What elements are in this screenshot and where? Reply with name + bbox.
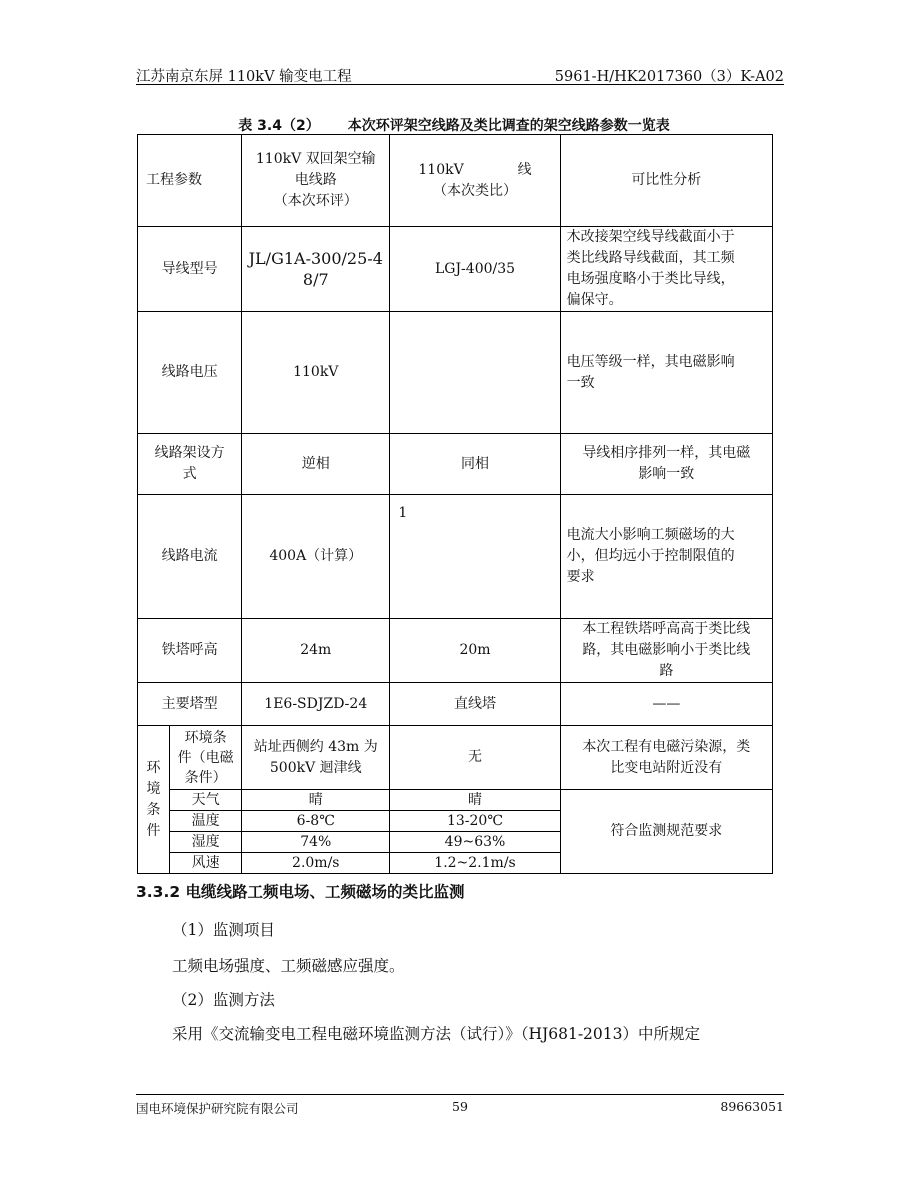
erection-this: 逆相 <box>242 434 390 495</box>
height-comparison: 20m <box>390 619 560 683</box>
row-erection <box>138 434 773 495</box>
env-em-label <box>170 726 242 790</box>
voltage-analysis-line1: 电压等级一样，其电磁影响 <box>566 353 735 370</box>
header-comparison <box>390 135 560 227</box>
header-param: 工程参数 <box>138 135 242 227</box>
row-conductor <box>138 227 773 312</box>
page-footer <box>136 1094 784 1117</box>
param-current: 线路电流 <box>138 495 242 619</box>
table-header-row <box>138 135 773 227</box>
para-monitoring-items-heading: （1）监测项目 <box>172 921 275 939</box>
header-project-title: 江苏南京东屏 110kV 输变电工程 <box>136 69 352 85</box>
height-analysis <box>560 619 772 683</box>
header-document-code: 5961-H/HK2017360（3）K-A02 <box>554 69 784 85</box>
voltage-analysis-line2: 一致 <box>566 374 595 391</box>
conductor-comparison: LGJ-400/35 <box>390 227 560 312</box>
env-humidity-label: 湿度 <box>170 832 242 853</box>
header-analysis: 可比性分析 <box>560 135 772 227</box>
header-comparison-line2: （本次类比） <box>433 182 517 199</box>
para-monitoring-method: 采用《交流输变电工程电磁环境监测方法（试行）》（HJ681-2013）中所规定 <box>172 1025 701 1043</box>
header-this-project <box>242 135 390 227</box>
param-voltage: 线路电压 <box>138 312 242 434</box>
env-em-label-line3: 条件） <box>184 769 227 786</box>
tower-analysis: —— <box>560 683 772 726</box>
conductor-analysis-line1: 木改接架空线导线截面小于 <box>566 229 735 245</box>
env-group-char2: 境 <box>146 780 161 797</box>
erection-analysis-line2: 影响一致 <box>638 466 695 482</box>
erection-comparison: 同相 <box>390 434 560 495</box>
voltage-analysis <box>560 312 772 434</box>
row-env-em <box>138 726 773 790</box>
table-title: 本次环评架空线路及类比调查的架空线路参数一览表 <box>347 118 670 134</box>
conductor-analysis-line4: 偏保守。 <box>566 292 623 308</box>
env-wind-this: 2.0m/s <box>242 853 390 874</box>
erection-analysis <box>560 434 772 495</box>
height-analysis-line2: 路，其电磁影响小于类比线 <box>582 642 751 658</box>
header-this-line1: 110kV 双回架空输 <box>255 151 376 167</box>
env-meteo-analysis: 符合监测规范要求 <box>560 790 772 874</box>
conductor-analysis <box>560 227 772 312</box>
footer-phone: 89663051 <box>720 1099 784 1114</box>
current-comparison: 1 <box>390 495 560 619</box>
footer-page-number: 59 <box>452 1099 468 1114</box>
height-analysis-line3: 路 <box>659 663 674 679</box>
param-erection-line1: 线路架设方 <box>154 445 225 461</box>
erection-analysis-line1: 导线相序排列一样，其电磁 <box>582 445 751 461</box>
header-this-line3: （本次环评） <box>273 193 358 209</box>
env-wind-label: 风速 <box>170 853 242 874</box>
footer-organization: 国电环境保护研究院有限公司 <box>136 1101 299 1116</box>
conductor-this <box>242 227 390 312</box>
env-humidity-this: 74% <box>242 832 390 853</box>
conductor-analysis-line2: 类比线路导线截面，其工频 <box>566 250 735 266</box>
env-em-analysis <box>560 726 772 790</box>
table-number: 表 3.4（2） <box>238 118 320 134</box>
row-height <box>138 619 773 683</box>
env-weather-comparison: 晴 <box>390 790 560 811</box>
voltage-comparison <box>390 312 560 434</box>
env-em-this-line1: 站址西侧约 43m 为 <box>253 738 378 755</box>
tower-this: 1E6-SDJZD-24 <box>242 683 390 726</box>
env-em-analysis-line1: 本次工程有电磁污染源，类 <box>582 738 751 755</box>
param-height: 铁塔呼高 <box>138 619 242 683</box>
env-group-char1: 环 <box>146 759 161 776</box>
param-erection-line2: 式 <box>182 466 197 482</box>
para-monitoring-method-heading: （2）监测方法 <box>172 991 275 1009</box>
env-humidity-comparison: 49~63% <box>390 832 560 853</box>
header-comparison-line-word: 线 <box>517 161 532 178</box>
env-em-label-line1: 环境条 <box>184 729 227 746</box>
current-analysis <box>560 495 772 619</box>
env-temp-comparison: 13-20℃ <box>390 811 560 832</box>
header-this-line2: 电线路 <box>294 172 337 188</box>
env-group-label <box>138 726 170 874</box>
env-wind-comparison: 1.2~2.1m/s <box>390 853 560 874</box>
env-group-char4: 件 <box>146 822 161 839</box>
env-group-char3: 条 <box>146 801 161 818</box>
param-conductor: 导线型号 <box>138 227 242 312</box>
env-weather-label: 天气 <box>170 790 242 811</box>
param-erection <box>138 434 242 495</box>
height-analysis-line1: 本工程铁塔呼高高于类比线 <box>582 621 751 637</box>
env-weather-this: 晴 <box>242 790 390 811</box>
env-temp-label: 温度 <box>170 811 242 832</box>
env-em-this <box>242 726 390 790</box>
header-comparison-voltage: 110kV <box>418 161 464 178</box>
env-em-comparison: 无 <box>390 726 560 790</box>
conductor-this-line1: JL/G1A-300/25-4 <box>248 249 383 268</box>
env-em-this-line2: 500kV 迴津线 <box>269 759 362 776</box>
row-tower <box>138 683 773 726</box>
current-this: 400A（计算） <box>242 495 390 619</box>
env-em-label-line2: 件（电磁 <box>177 749 234 766</box>
height-this: 24m <box>242 619 390 683</box>
conductor-analysis-line3: 电场强度略小于类比导线， <box>566 271 735 287</box>
row-env-weather <box>138 790 773 811</box>
env-em-analysis-line2: 比变电站附近没有 <box>610 759 723 776</box>
page-header <box>136 62 784 85</box>
parameter-table <box>137 134 773 874</box>
row-current <box>138 495 773 619</box>
header-comparison-line1 <box>394 160 555 181</box>
voltage-this: 110kV <box>242 312 390 434</box>
table-caption <box>136 115 772 135</box>
para-monitoring-items: 工频电场强度、工频磁感应强度。 <box>172 957 405 975</box>
current-analysis-line2: 小，但均远小于控制限值的 <box>566 548 735 564</box>
current-analysis-line3: 要求 <box>566 569 595 585</box>
section-heading: 3.3.2 电缆线路工频电场、工频磁场的类比监测 <box>136 883 465 901</box>
env-temp-this: 6-8℃ <box>242 811 390 832</box>
param-tower: 主要塔型 <box>138 683 242 726</box>
row-voltage <box>138 312 773 434</box>
conductor-this-line2: 8/7 <box>302 270 329 289</box>
tower-comparison: 直线塔 <box>390 683 560 726</box>
current-analysis-line1: 电流大小影响工频磁场的大 <box>566 527 735 543</box>
